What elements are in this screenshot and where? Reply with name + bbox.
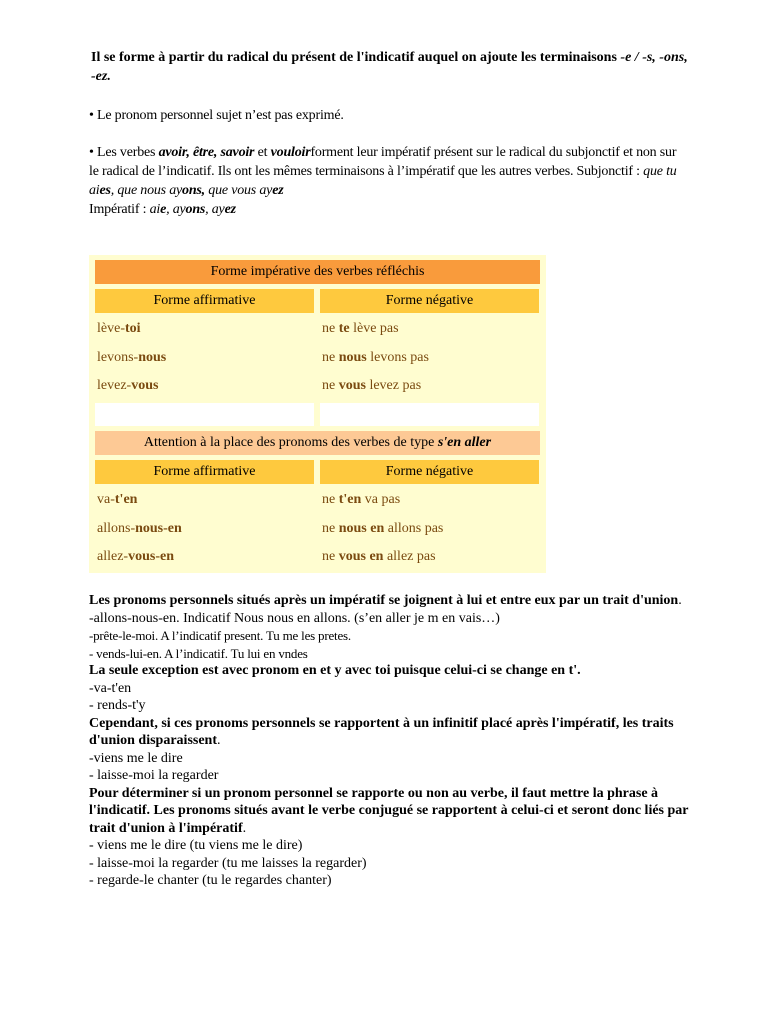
- table-row: lève-toi: [97, 321, 141, 336]
- table-row: allons-nous-en: [97, 521, 182, 536]
- rule-infinitive: Cependant, si ces pronoms personnels se rapportent à un infinitif placé après l'impératif, les traits d'union disparaissent.: [89, 715, 674, 748]
- table-row: va-t'en: [97, 492, 138, 507]
- table-row: levez-vous: [97, 378, 159, 393]
- intro-bullet-subject: • Le pronom personnel sujet n’est pas exprimé.: [89, 108, 344, 123]
- rule-indicative-test: Pour déterminer si un pronom personnel se rapporte ou non au verbe, il faut mettre la phrase à l'indicatif. Les pronoms situés avant le verbe conjugué se rapportent à celui-ci et seront donc liés par trait d'union à l'impératif.: [89, 785, 689, 836]
- example-line: -viens me le dire: [89, 750, 183, 766]
- table-row: ne nous en allons pas: [322, 521, 444, 536]
- table-row: ne te lève pas: [322, 321, 399, 336]
- example-line: - vends-lui-en. A l’indicatif. Tu lui en vndes: [89, 645, 308, 661]
- example-line: - regarde-le chanter (tu le regardes chanter): [89, 873, 332, 888]
- table-row: ne vous levez pas: [322, 378, 422, 393]
- col-header-negative: Forme négative: [320, 289, 539, 313]
- explanations: [89, 592, 689, 890]
- example-line: - rends-t'y: [89, 698, 146, 713]
- example-line: - viens me le dire (tu viens me le dire): [89, 838, 303, 853]
- table-note: Attention à la place des pronoms des verbes de type s'en aller: [95, 431, 540, 455]
- table-row: allez-vous-en: [97, 549, 174, 564]
- col-header-affirmative: Forme affirmative: [95, 289, 314, 313]
- reflexive-verbs-table: [89, 255, 546, 573]
- empty-cell: [320, 403, 539, 426]
- intro-formation-rule: Il se forme à partir du radical du présent de l'indicatif auquel on ajoute les terminaisons -e / -s, -ons, -ez.: [91, 50, 688, 84]
- example-line: -allons-nous-en. Indicatif Nous nous en allons. (s’en aller je m en vais…): [89, 610, 500, 626]
- example-line: -prête-le-moi. A l’indicatif present. Tu me les pretes.: [89, 628, 351, 643]
- example-line: - laisse-moi la regarder (tu me laisses la regarder): [89, 855, 367, 871]
- table-row: levons-nous: [97, 350, 167, 365]
- table-row: ne t'en va pas: [322, 492, 401, 507]
- intro-bullet-irregular: • Les verbes avoir, être, savoir et vouloirforment leur impératif présent sur le radical du subjonctif et non sur le radical de l’indicatif. Ils ont les mêmes terminaisons à l’impératif que les autres verbes. Subjonctif : que tu aies, que nous ayons, que vous ayez Impératif : aie, ayons, ayez: [89, 145, 677, 217]
- empty-cell: [95, 403, 314, 426]
- table-title: Forme impérative des verbes réfléchis: [95, 260, 540, 284]
- endings: -e / -s, -ons, -ez.: [91, 50, 688, 84]
- imperatif-label: Impératif :: [89, 202, 150, 217]
- table-row: ne nous levons pas: [322, 350, 429, 365]
- col-header-affirmative-2: Forme affirmative: [95, 460, 314, 484]
- col-header-negative-2: Forme négative: [320, 460, 539, 484]
- example-line: - laisse-moi la regarder: [89, 768, 219, 783]
- rule-exception: La seule exception est avec pronom en et y avec toi puisque celui-ci se change en t'.: [89, 663, 581, 678]
- rule-hyphen: Les pronoms personnels situés après un impératif se joignent à lui et entre eux par un trait d'union.: [89, 593, 682, 608]
- table-row: ne vous en allez pas: [322, 549, 436, 564]
- example-line: -va-t'en: [89, 680, 132, 696]
